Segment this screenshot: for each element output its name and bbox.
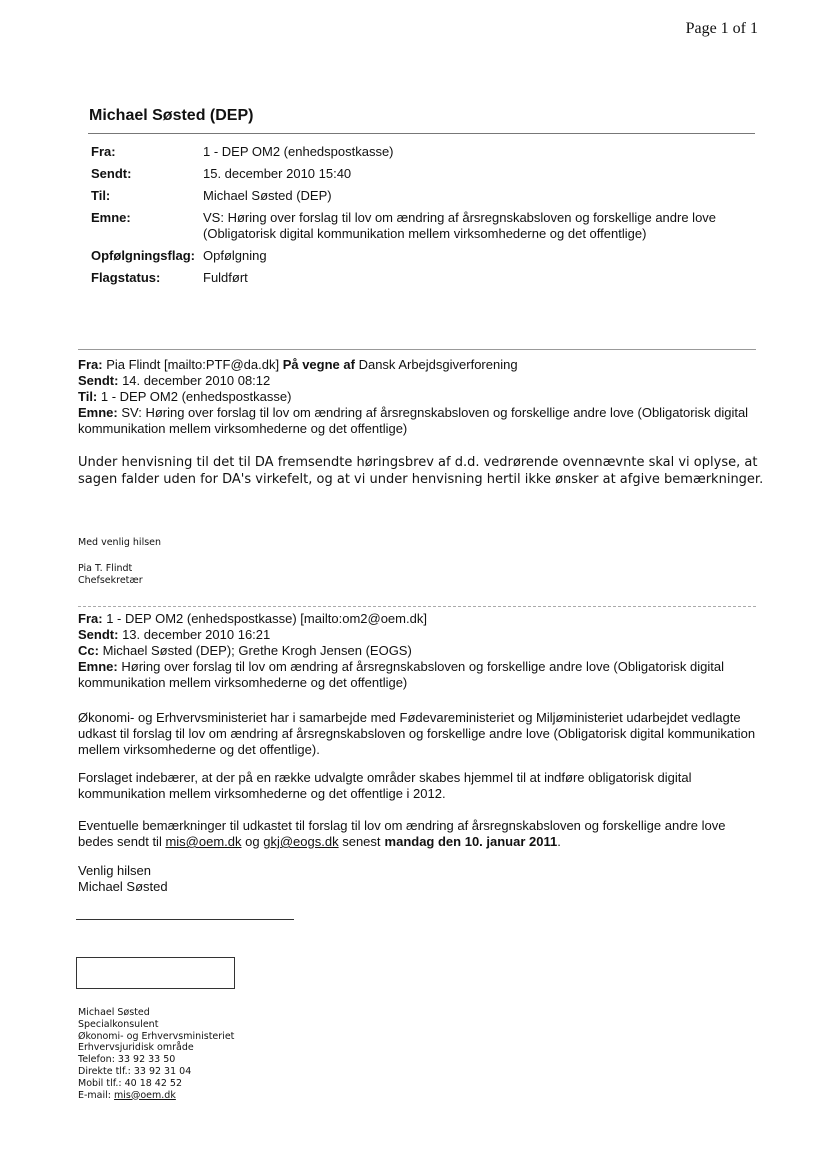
- forward2-cc-label: Cc:: [78, 643, 99, 658]
- forward1-behalf-label: På vegne af: [282, 357, 355, 372]
- signature-line: [76, 919, 294, 920]
- signature-mobile: Mobil tlf.: 40 18 42 52: [78, 1077, 183, 1089]
- paragraph-3-end: .: [557, 834, 561, 849]
- forward1-from-label: Fra:: [78, 357, 103, 372]
- forward2-closing: [78, 863, 758, 895]
- header-label: Sendt:: [91, 166, 132, 181]
- signature-box: [76, 957, 235, 989]
- paragraph-3-mid: senest: [342, 834, 381, 849]
- forward1-body: Under henvisning til det til DA fremsendte høringsbrev af d.d. vedrørende ovennævnte skal vi oplyse, at sagen falder uden for DA's virkefelt, og at vi under henvisning hertil ikke ønsker at afgive bemærkninger.: [78, 455, 764, 487]
- header-label: Flagstatus:: [91, 270, 161, 285]
- header-label: Til:: [91, 188, 111, 203]
- forward1-signature-title: Chefsekretær: [78, 575, 143, 586]
- page-number: Page 1 of 1: [685, 20, 758, 37]
- forward2-sent-label: Sendt:: [78, 627, 119, 642]
- deadline-text: mandag den 10. januar 2011: [384, 834, 558, 849]
- paragraph-3-start: Eventuelle bemærkninger til udkastet til forslag til lov om ændring af årsregnskabsloven og forskellige andre love bedes sendt til: [78, 818, 726, 849]
- forward2-header: [78, 611, 758, 691]
- header-row-subject: [91, 210, 743, 242]
- forward1-sent-label: Sendt:: [78, 373, 119, 388]
- header-value: VS: Høring over forslag til lov om ændring af årsregnskabsloven og forskellige andre love (Obligatorisk digital kommunikation mellem virksomhederne og det offentlige): [203, 210, 717, 241]
- signature-email-line: [78, 1090, 234, 1102]
- forward1-from-line: [78, 357, 758, 373]
- forward1-signature-name: Pia T. Flindt: [78, 563, 133, 574]
- forward2-from-line: [78, 611, 758, 627]
- header-label: Fra:: [91, 144, 116, 159]
- forward2-subject-line: [78, 659, 758, 691]
- forward1-sent-value: 14. december 2010 08:12: [122, 373, 271, 388]
- forward1-to-label: Til:: [78, 389, 98, 404]
- header-value: Fuldført: [203, 270, 248, 285]
- header-label: Emne:: [91, 210, 131, 225]
- forward1-subject-label: Emne:: [78, 405, 118, 420]
- closing-name: Michael Søsted: [78, 879, 168, 894]
- forward2-cc-value: Michael Søsted (DEP); Grethe Krogh Jensen (EOGS): [102, 643, 412, 658]
- forward1-from-value: Pia Flindt [mailto:PTF@da.dk]: [106, 357, 280, 372]
- forward1-subject-line: [78, 405, 758, 437]
- header-divider: [88, 133, 755, 134]
- header-value: Michael Søsted (DEP): [203, 188, 332, 203]
- signature-phone: Telefon: 33 92 33 50: [78, 1054, 176, 1066]
- forward2-cc-line: [78, 643, 758, 659]
- forward2-subject-value: Høring over forslag til lov om ændring af årsregnskabsloven og forskellige andre love (Obligatorisk digital kommunikation mellem virksomhederne og det offentlige): [78, 659, 724, 690]
- closing-greeting: Venlig hilsen: [78, 863, 151, 878]
- forward2-sent-line: [78, 627, 758, 643]
- signature-name: Michael Søsted: [78, 1007, 150, 1018]
- forward1-header: [78, 357, 758, 437]
- header-value: 15. december 2010 15:40: [203, 166, 352, 181]
- forward2-sent-value: 13. december 2010 16:21: [122, 627, 271, 642]
- message-header: [91, 144, 743, 292]
- forward1-signature: [78, 563, 143, 587]
- signature-email-link[interactable]: mis@oem.dk: [114, 1089, 176, 1101]
- signature-email-label: E-mail:: [78, 1089, 111, 1101]
- forward2-from-label: Fra:: [78, 611, 103, 626]
- signature-ministry: Økonomi- og Erhvervsministeriet: [78, 1030, 235, 1042]
- signature-block: [78, 1007, 234, 1101]
- header-row-to: [91, 188, 743, 204]
- paragraph-3-and: og: [245, 834, 260, 849]
- forward2-paragraph-3: [78, 818, 758, 850]
- signature-title: Specialkonsulent: [78, 1018, 159, 1030]
- header-row-from: [91, 144, 743, 160]
- header-value: 1 - DEP OM2 (enhedspostkasse): [203, 144, 394, 159]
- header-row-flag-status: [91, 270, 743, 286]
- header-value: Opfølgning: [203, 248, 267, 263]
- signature-area: Erhvervsjuridisk område: [78, 1042, 194, 1054]
- signature-direct: Direkte tlf.: 33 92 31 04: [78, 1065, 192, 1077]
- header-row-sent: [91, 166, 743, 182]
- forward1-behalf-value: Dansk Arbejdsgiverforening: [358, 357, 518, 372]
- forward1-divider: [78, 349, 756, 350]
- forward2-paragraph-2: Forslaget indebærer, at der på en række udvalgte områder skabes hjemmel til at indføre obligatorisk digital kommunikation mellem virksomhederne og det offentlige i 2012.: [78, 770, 692, 801]
- forward1-regards: Med venlig hilsen: [78, 537, 162, 548]
- forward2-from-value: 1 - DEP OM2 (enhedspostkasse) [mailto:om2@oem.dk]: [106, 611, 427, 626]
- forward2-subject-label: Emne:: [78, 659, 118, 674]
- forward1-to-line: [78, 389, 758, 405]
- forward1-sent-line: [78, 373, 758, 389]
- forward1-to-value: 1 - DEP OM2 (enhedspostkasse): [100, 389, 292, 404]
- forward2-divider: [78, 606, 756, 607]
- mailbox-owner-title: Michael Søsted (DEP): [89, 107, 254, 124]
- header-row-flag: [91, 248, 743, 264]
- forward1-subject-value: SV: Høring over forslag til lov om ændring af årsregnskabsloven og forskellige andre love (Obligatorisk digital kommunikation mellem virksomhederne og det offentlige): [78, 405, 749, 436]
- email-link-mis[interactable]: mis@oem.dk: [165, 834, 242, 849]
- header-label: Opfølgningsflag:: [91, 248, 195, 263]
- email-link-gkj[interactable]: gkj@eogs.dk: [263, 834, 339, 849]
- forward2-paragraph-1: Økonomi- og Erhvervsministeriet har i samarbejde med Fødevareministeriet og Miljøministeriet udarbejdet vedlagte udkast til forslag til lov om ændring af årsregnskabsloven og forskellige andre love (Obligatorisk digital kommunikation mellem virksomhederne og det offentlige).: [78, 710, 756, 757]
